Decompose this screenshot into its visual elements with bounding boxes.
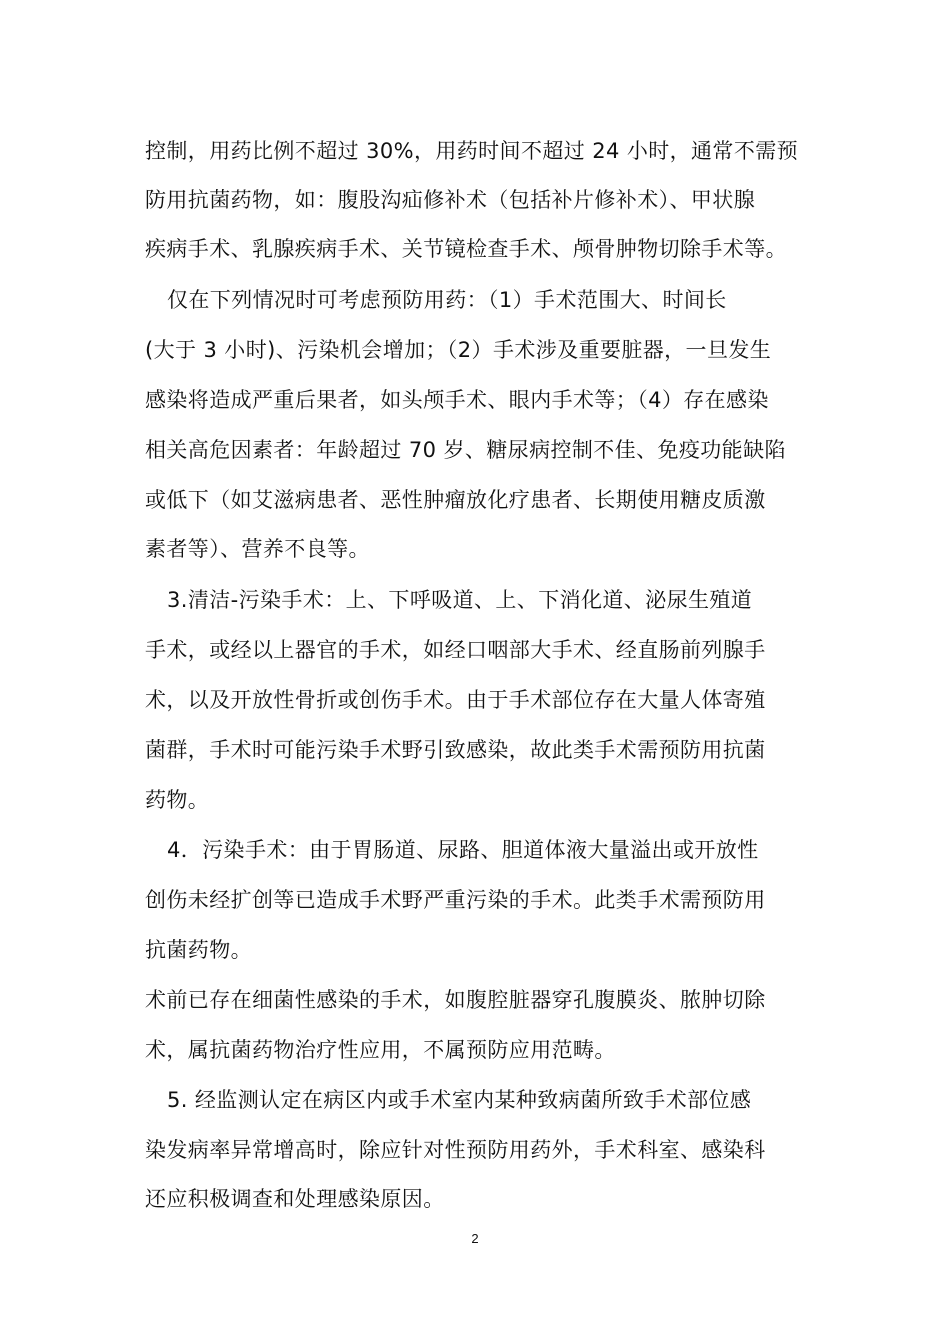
text-line: 术，以及开放性骨折或创伤手术。由于手术部位存在大量人体寄殖 (145, 688, 766, 712)
text-line: 4．污染手术：由于胃肠道、尿路、胆道体液大量溢出或开放性 (167, 838, 759, 862)
text-line: 仅在下列情况时可考虑预防用药：（1）手术范围大、时间长 (167, 288, 727, 312)
text-line: 抗菌药物。 (145, 938, 252, 962)
text-line: 术前已存在细菌性感染的手术，如腹腔脏器穿孔腹膜炎、脓肿切除 (145, 988, 766, 1012)
text-line: 或低下（如艾滋病患者、恶性肿瘤放化疗患者、长期使用糖皮质激 (145, 488, 766, 512)
text-line: 5. 经监测认定在病区内或手术室内某种致病菌所致手术部位感 (167, 1088, 752, 1112)
text-line: 相关高危因素者：年龄超过 70 岁、糖尿病控制不佳、免疫功能缺陷 (145, 438, 786, 462)
text-line: 手术，或经以上器官的手术，如经口咽部大手术、经直肠前列腺手 (145, 638, 766, 662)
text-line: 控制，用药比例不超过 30%，用药时间不超过 24 小时，通常不需预 (145, 139, 799, 163)
text-line: 术，属抗菌药物治疗性应用，不属预防应用范畴。 (145, 1038, 616, 1062)
text-line: 防用抗菌药物，如：腹股沟疝修补术（包括补片修补术）、甲状腺 (145, 188, 756, 212)
text-line: 感染将造成严重后果者，如头颅手术、眼内手术等；（4）存在感染 (145, 388, 769, 412)
text-line: 染发病率异常增高时，除应针对性预防用药外，手术科室、感染科 (145, 1138, 766, 1162)
text-line: 还应积极调查和处理感染原因。 (145, 1187, 445, 1211)
text-line: 药物。 (145, 788, 210, 812)
text-line: 菌群，手术时可能污染手术野引致感染，故此类手术需预防用抗菌 (145, 738, 766, 762)
text-line: 创伤未经扩创等已造成手术野严重污染的手术。此类手术需预防用 (145, 888, 766, 912)
page-number: 2 (471, 1231, 479, 1246)
text-line: (大于 3 小时)、污染机会增加；（2）手术涉及重要脏器，一旦发生 (145, 338, 772, 362)
text-line: 3.清洁-污染手术：上、下呼吸道、上、下消化道、泌尿生殖道 (167, 588, 753, 612)
text-line: 素者等）、营养不良等。 (145, 537, 370, 561)
text-line: 疾病手术、乳腺疾病手术、关节镜检查手术、颅骨肿物切除手术等。 (145, 237, 787, 261)
